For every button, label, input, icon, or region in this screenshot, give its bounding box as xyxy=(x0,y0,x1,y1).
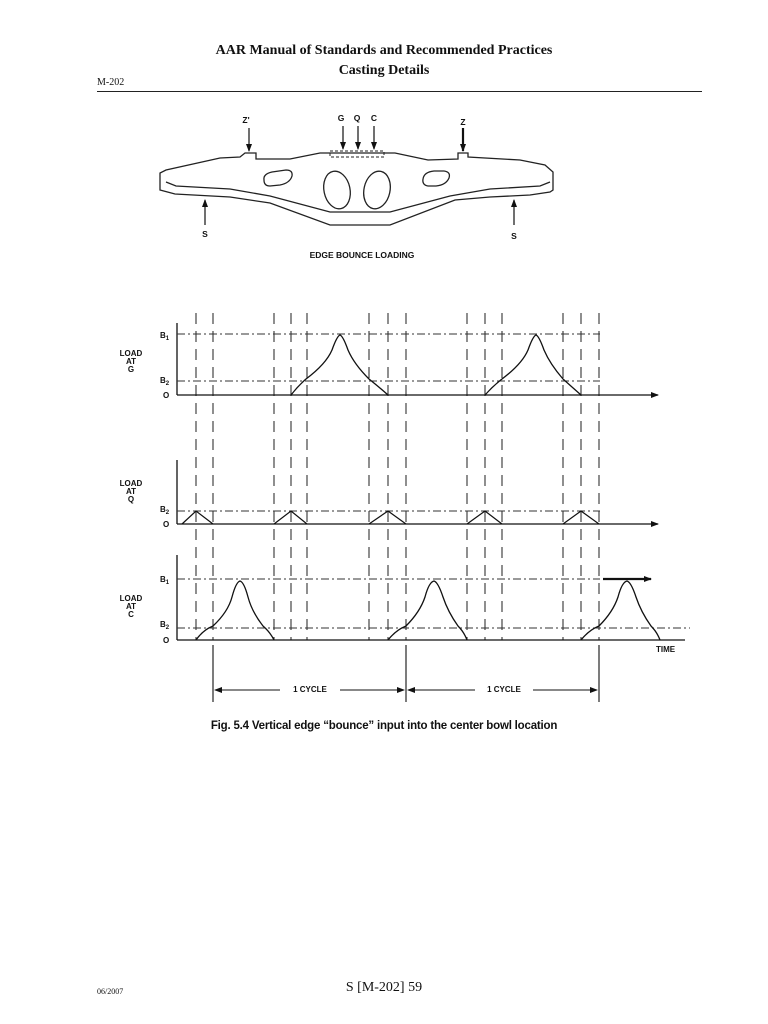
plot-q-label-at: AT xyxy=(125,487,137,496)
plot-c-label-at: AT xyxy=(125,602,137,611)
bolster-caption: EDGE BOUNCE LOADING xyxy=(309,250,415,260)
bolster-window-center-left xyxy=(320,169,353,212)
plot-c-time-label: TIME xyxy=(656,645,676,654)
plot-c-label-point: C xyxy=(128,610,134,619)
plot-c-b1-tick: $B_1$ xyxy=(160,575,170,586)
plot-c-pulse-2 xyxy=(388,581,467,640)
cycle-label-1: 1 CYCLE xyxy=(293,685,327,694)
plot-q-label-point: Q xyxy=(127,495,135,504)
plot-load-at-c xyxy=(120,555,690,654)
label-z: Z xyxy=(460,117,466,127)
plot-c-pulse-3 xyxy=(581,581,660,640)
bolster-arrows xyxy=(205,126,514,225)
plot-q-pulse-1 xyxy=(182,511,213,524)
footer-page-number: S [M-202] 59 xyxy=(345,980,423,995)
document-id: M-202 xyxy=(97,77,125,88)
bolster-window-left xyxy=(264,170,292,186)
plot-g-label-point: G xyxy=(127,365,135,374)
plot-q-b2-tick: $B_2$ xyxy=(160,505,170,516)
bolster-drawing xyxy=(160,151,553,225)
plot-c-origin-tick: O xyxy=(163,636,170,645)
document-title: AAR Manual of Standards and Recommended Practices xyxy=(215,43,553,58)
plot-q-label-load: LOAD xyxy=(119,479,143,488)
plot-g-origin-tick: O xyxy=(163,391,170,400)
cycle-label-2: 1 CYCLE xyxy=(487,685,521,694)
timing-guide-lines xyxy=(196,313,599,640)
plot-load-at-g xyxy=(120,323,658,400)
plot-load-at-q xyxy=(120,460,658,529)
label-s-right: S xyxy=(511,231,517,241)
label-g: G xyxy=(337,113,345,123)
plot-g-label-load: LOAD xyxy=(119,349,143,358)
label-c: C xyxy=(370,113,378,123)
plot-g-pulse-2 xyxy=(485,335,581,395)
center-bowl-pad xyxy=(330,151,384,157)
footer-date: 06/2007 xyxy=(97,987,124,996)
plot-q-origin-tick: O xyxy=(163,520,170,529)
label-z-prime: Z' xyxy=(242,115,250,125)
document-subtitle: Casting Details xyxy=(338,63,430,78)
label-s-left: S xyxy=(202,229,208,239)
figure-caption: Fig. 5.4 Vertical edge “bounce” input into the center bowl location xyxy=(210,720,558,732)
plot-c-b2-tick: $B_2$ xyxy=(160,620,170,631)
bolster-window-right xyxy=(423,171,450,186)
bolster-window-center-right xyxy=(360,169,393,212)
plot-c-label-load: LOAD xyxy=(119,594,143,603)
plot-g-pulse-1 xyxy=(291,335,388,395)
plot-g-b1-tick: $B_1$ xyxy=(160,331,170,342)
cycle-markers xyxy=(213,645,599,702)
label-q: Q xyxy=(353,113,361,123)
plot-g-b2-tick: $B_2$ xyxy=(160,376,170,387)
plot-g-label-at: AT xyxy=(125,357,137,366)
plot-c-pulse-1 xyxy=(196,581,274,640)
